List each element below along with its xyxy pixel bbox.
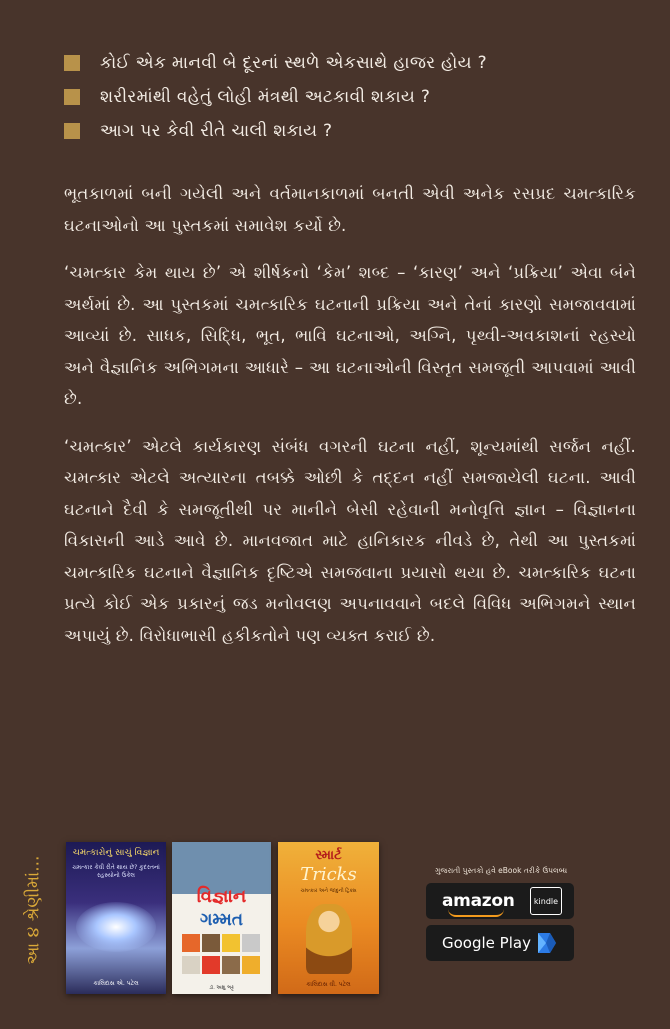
book-cover-chamatkaro[interactable] [66, 842, 166, 994]
bullet-text: કોઈ એક માનવી બે દૂરનાં સ્થળે એકસાથે હાજર હોય ? [100, 53, 487, 73]
google-play-button[interactable] [426, 925, 574, 961]
series-label-text: આ ૪ શ્રેણીમાં... [23, 855, 43, 965]
series-label [8, 840, 58, 980]
kindle-icon: kindle [530, 887, 562, 915]
cover-art-glow [76, 902, 156, 952]
book-title-line1: વિજ્ઞાન [196, 886, 247, 907]
book-title-english: Tricks [300, 864, 357, 885]
amazon-kindle-button[interactable] [426, 883, 574, 919]
book-title: સ્માર્ટ [315, 848, 342, 863]
bullet-square-icon [64, 123, 80, 139]
book-title: ચમત્કારોનું સાચું વિજ્ઞાન [72, 848, 160, 858]
cover-graphic-grid [182, 934, 262, 978]
google-play-label: Google Play [442, 934, 531, 952]
description-body [64, 178, 636, 667]
description-paragraph: ‘ચમત્કાર’ એટલે કાર્યકારણ સંબંધ વગરની ઘટના નહીં, શૂન્યમાંથી સર્જન નહીં. ચમત્કાર એટલે અત્યારના તબક્કે ઓછી કે તદ્દન નહીં સમજાયેલી ઘટના. આવી ઘટનાને દૈવી કે સમજૂતીથી પર માનીને બેસી રહેવાની મનોવૃત્તિ જ્ઞાન – વિજ્ઞાનના વિકાસની આડે આવે છે. માનવજાત માટે હાનિકારક નીવડે છે, તેથી આ પુસ્તકમાં ચમત્કારિક ઘટનાને વૈજ્ઞાનિક દૃષ્ટિએ સમજવાના પ્રયાસો થયા છે. ચમત્કારિક ઘટના પ્રત્યે કોઈ એક પ્રકારનું જડ મનોવલણ અપનાવવાને બદલે વિવિધ અભિગમને સ્થાન અપાયું છે. વિરોધાભાસી હકીકતોને પણ વ્યક્ત કરાઈ છે. [64, 436, 636, 645]
description-paragraph: ભૂતકાળમાં બની ગયેલી અને વર્તમાનકાળમાં બનતી એવી અનેક રસપ્રદ ચમત્કારિક ઘટનાઓનો આ પુસ્તકમાં સમાવેશ કર્યો છે. [64, 184, 636, 235]
book-subtitle: ચમત્કાર કેવી રીતે થાય છે? કુદરતનાં રહસ્યોનો ઉકેલ [72, 864, 160, 879]
amazon-label: amazon [442, 891, 515, 911]
bullet-item [64, 114, 624, 148]
amazon-smile-icon [448, 909, 504, 917]
book-subtitle: ચમત્કાર અને જાદુની ટ્રિક્સ [300, 888, 357, 894]
bullet-list [64, 46, 624, 148]
bullet-item [64, 46, 624, 80]
ebook-availability-caption: ગુજરાતી પુસ્તકો હવે eBook તરીકે ઉપલબ્ધ [434, 866, 568, 875]
bullet-text: આગ પર કેવી રીતે ચાલી શકાય ? [100, 121, 333, 141]
book-author: ડૉ. અશુ ભટ્ટ [209, 985, 234, 991]
book-author: કાલિદાસ એ. પટેલ [93, 980, 139, 987]
book-cover-vigyan-gammat[interactable] [172, 842, 271, 994]
google-play-books-icon [536, 931, 558, 955]
book-author: કાલિદાસ વી. પટેલ [306, 981, 351, 988]
description-paragraph: ‘ચમત્કાર કેમ થાય છે’ એ શીર્ષકનો ‘કેમ’ શબ્દ – ‘કારણ’ અને ‘પ્રક્રિયા’ એવા બંને અર્થમાં છે. આ પુસ્તકમાં ચમત્કારિક ઘટનાની પ્રક્રિયા અને તેનાં કારણો સમજાવવામાં આવ્યાં છે. સાધક, સિદ્ધિ, ભૂત, ભાવિ ઘટનાઓ, અગ્નિ, પૃથ્વી-અવકાશનાં રહસ્યો અને વૈજ્ઞાનિક અભિગમના આધારે – આ ઘટનાઓની વિસ્તૃત સમજૂતી આપવામાં આવી છે. [64, 263, 636, 408]
bullet-square-icon [64, 89, 80, 105]
bullet-item [64, 80, 624, 114]
bullet-text: શરીરમાંથી વહેતું લોહી મંત્રથી અટકાવી શકાય ? [100, 87, 431, 107]
book-title-line2: ગમ્મત [200, 910, 243, 930]
bullet-square-icon [64, 55, 80, 71]
cover-figure-illustration [306, 904, 352, 974]
book-cover-smart-tricks[interactable] [278, 842, 379, 994]
